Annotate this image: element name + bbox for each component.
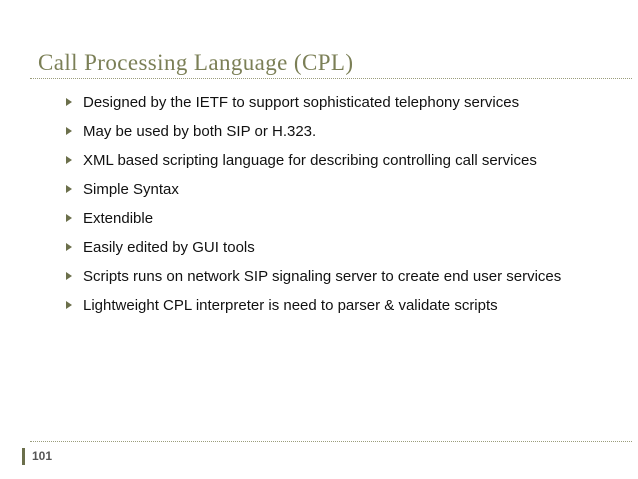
triangle-bullet-icon: [66, 272, 72, 280]
bullet-item: [66, 267, 586, 286]
bullet-item: [66, 151, 586, 170]
triangle-bullet-icon: [66, 243, 72, 251]
bullet-list: [66, 93, 586, 325]
bullet-item: [66, 93, 586, 112]
bullet-text: Easily edited by GUI tools: [83, 239, 255, 256]
bullet-text: May be used by both SIP or H.323.: [83, 123, 317, 140]
triangle-bullet-icon: [66, 156, 72, 164]
bullet-item: [66, 209, 586, 228]
bullet-text: XML based scripting language for describing controlling call services: [83, 152, 537, 169]
bullet-item: [66, 238, 586, 257]
slide-title: Call Processing Language (CPL): [38, 50, 354, 75]
bullet-text: Scripts runs on network SIP signaling server to create end user services: [83, 268, 562, 285]
title-divider: [30, 78, 632, 79]
footer-divider: [30, 441, 632, 442]
triangle-bullet-icon: [66, 301, 72, 309]
bullet-text: Extendible: [83, 210, 154, 227]
bullet-item: [66, 122, 586, 141]
bullet-item: [66, 180, 586, 199]
triangle-bullet-icon: [66, 185, 72, 193]
bullet-text: Lightweight CPL interpreter is need to parser & validate scripts: [83, 297, 498, 314]
bullet-text: Simple Syntax: [83, 181, 179, 198]
bullet-item: [66, 296, 586, 315]
triangle-bullet-icon: [66, 214, 72, 222]
triangle-bullet-icon: [66, 98, 72, 106]
triangle-bullet-icon: [66, 127, 72, 135]
bullet-text: Designed by the IETF to support sophisticated telephony services: [83, 94, 520, 111]
page-number-accent-bar: [22, 448, 25, 465]
page-number: 101: [32, 449, 53, 463]
